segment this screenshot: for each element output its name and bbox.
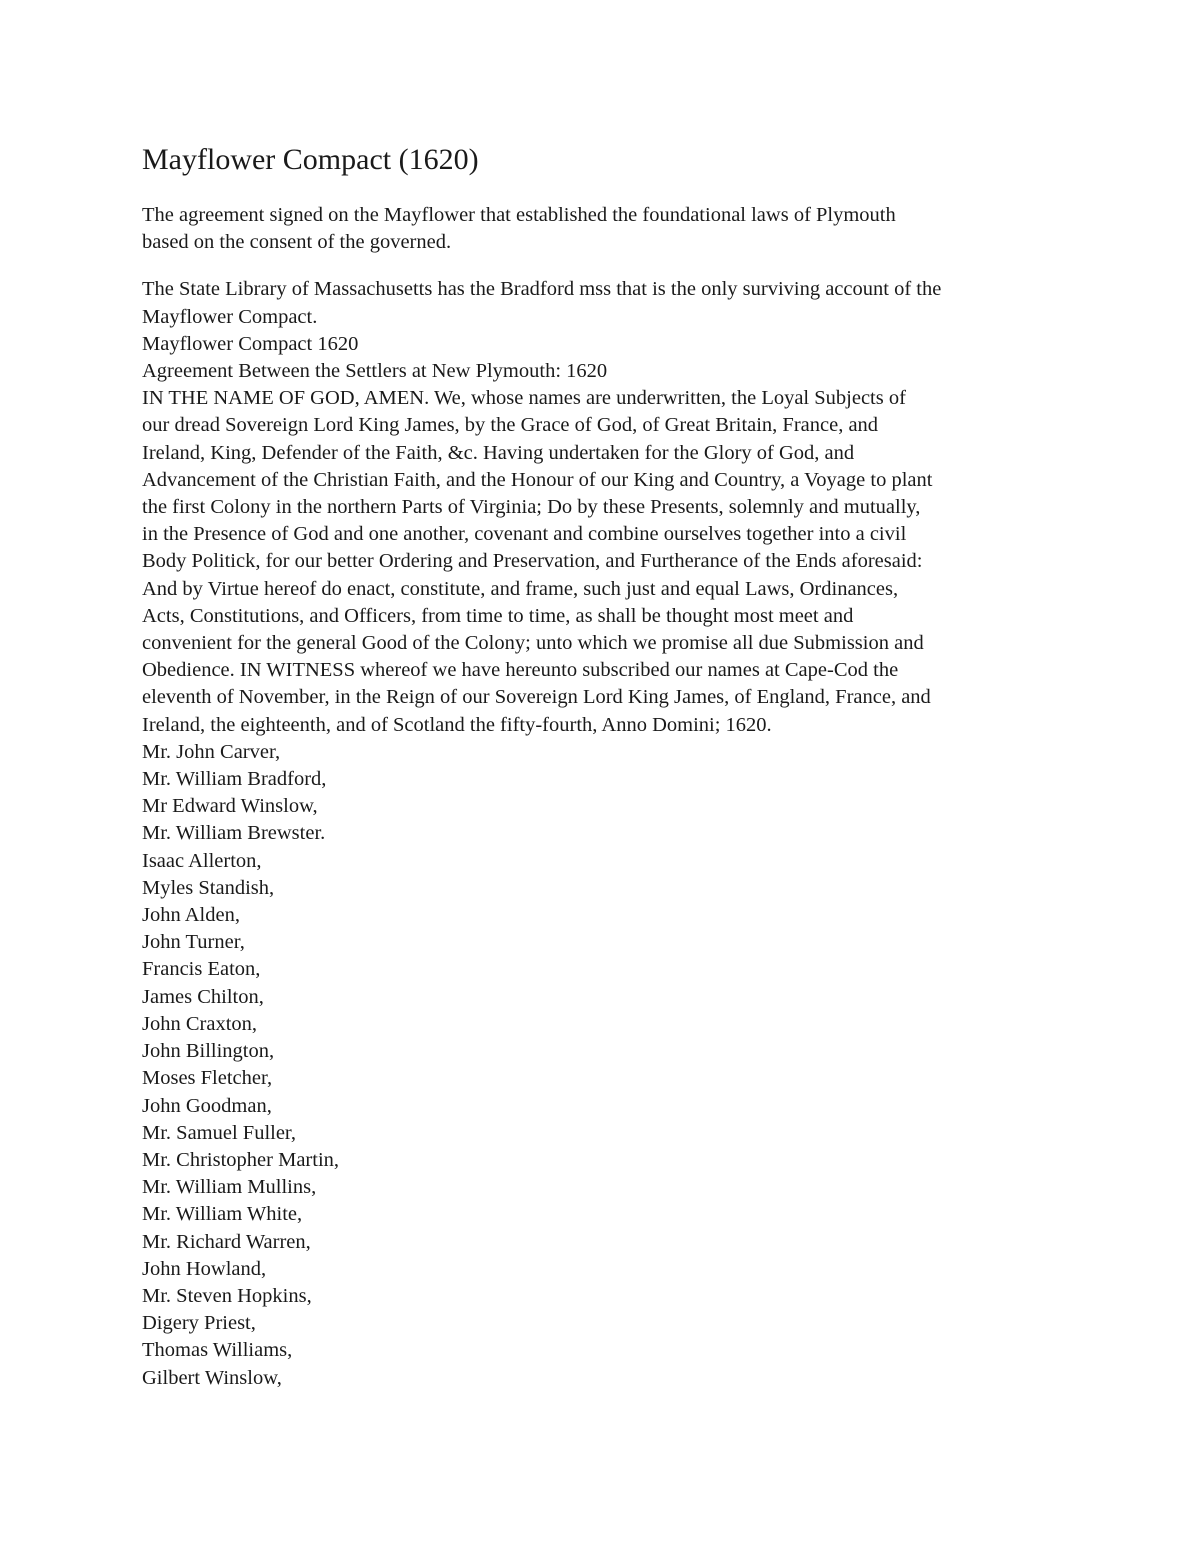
signer-name: John Goodman, [142, 1094, 272, 1117]
signer-name: Moses Fletcher, [142, 1067, 273, 1090]
body-line: eleventh of November, in the Reign of our Sovereign Lord King James, of England, France, and [142, 686, 931, 709]
signer-name: Mr. Richard Warren, [142, 1230, 311, 1253]
signer-name: James Chilton, [142, 985, 264, 1008]
signer-name: Francis Eaton, [142, 958, 261, 981]
signer-name: Mr. William Mullins, [142, 1176, 317, 1199]
library-line: The State Library of Massachusetts has the Bradford mss that is the only surviving account of the [142, 278, 942, 301]
body-line: And by Virtue hereof do enact, constitute, and frame, such just and equal Laws, Ordinances, [142, 577, 899, 600]
signer-name: John Craxton, [142, 1012, 258, 1035]
compact-subtitle: Mayflower Compact 1620 [142, 332, 359, 355]
signer-name: Mr. William White, [142, 1203, 303, 1226]
signer-name: Digery Priest, [142, 1312, 256, 1335]
compact-text [142, 276, 1072, 1391]
page-title: Mayflower Compact (1620) [142, 143, 479, 176]
body-line: Advancement of the Christian Faith, and the Honour of our King and Country, a Voyage to plant [142, 468, 933, 491]
body-line: IN THE NAME OF GOD, AMEN. We, whose names are underwritten, the Loyal Subjects of [142, 387, 906, 410]
body-line: Ireland, King, Defender of the Faith, &c. Having undertaken for the Glory of God, and [142, 441, 855, 464]
signer-name: Isaac Allerton, [142, 849, 262, 872]
signer-name: John Billington, [142, 1040, 275, 1063]
signer-name: Myles Standish, [142, 876, 275, 899]
body-line: Ireland, the eighteenth, and of Scotland the fifty-fourth, Anno Domini; 1620. [142, 713, 772, 736]
signer-name: Mr. Samuel Fuller, [142, 1121, 297, 1144]
signer-name: Mr. John Carver, [142, 740, 281, 763]
document-page [142, 140, 1072, 1392]
signer-name: Mr. Christopher Martin, [142, 1148, 340, 1171]
body-line: Obedience. IN WITNESS whereof we have hereunto subscribed our names at Cape-Cod the [142, 659, 899, 682]
signer-name: Thomas Williams, [142, 1339, 293, 1362]
signer-name: John Alden, [142, 904, 240, 927]
intro-line: based on the consent of the governed. [142, 231, 452, 254]
signer-name: Mr Edward Winslow, [142, 795, 318, 818]
body-line: the first Colony in the northern Parts of Virginia; Do by these Presents, solemnly and mutually, [142, 496, 921, 519]
body-line: Acts, Constitutions, and Officers, from time to time, as shall be thought most meet and [142, 604, 854, 627]
body-line: Body Politick, for our better Ordering and Preservation, and Furtherance of the Ends aforesaid: [142, 550, 923, 573]
body-line: our dread Sovereign Lord King James, by the Grace of God, of Great Britain, France, and [142, 414, 879, 437]
agreement-heading: Agreement Between the Settlers at New Plymouth: 1620 [142, 360, 608, 383]
signer-name: John Howland, [142, 1257, 267, 1280]
signer-list [142, 739, 1072, 1392]
signer-name: Mr. Steven Hopkins, [142, 1284, 312, 1307]
body-line: convenient for the general Good of the Colony; unto which we promise all due Submission and [142, 632, 924, 655]
signer-name: Mr. William Bradford, [142, 768, 327, 791]
signer-name: John Turner, [142, 931, 245, 954]
library-line: Mayflower Compact. [142, 305, 318, 328]
signer-name: Gilbert Winslow, [142, 1366, 282, 1389]
signer-name: Mr. William Brewster. [142, 822, 326, 845]
intro-line: The agreement signed on the Mayflower that established the foundational laws of Plymouth [142, 204, 896, 226]
intro-paragraph [142, 202, 1072, 256]
compact-body [142, 385, 1072, 739]
body-line: in the Presence of God and one another, covenant and combine ourselves together into a civil [142, 523, 907, 546]
